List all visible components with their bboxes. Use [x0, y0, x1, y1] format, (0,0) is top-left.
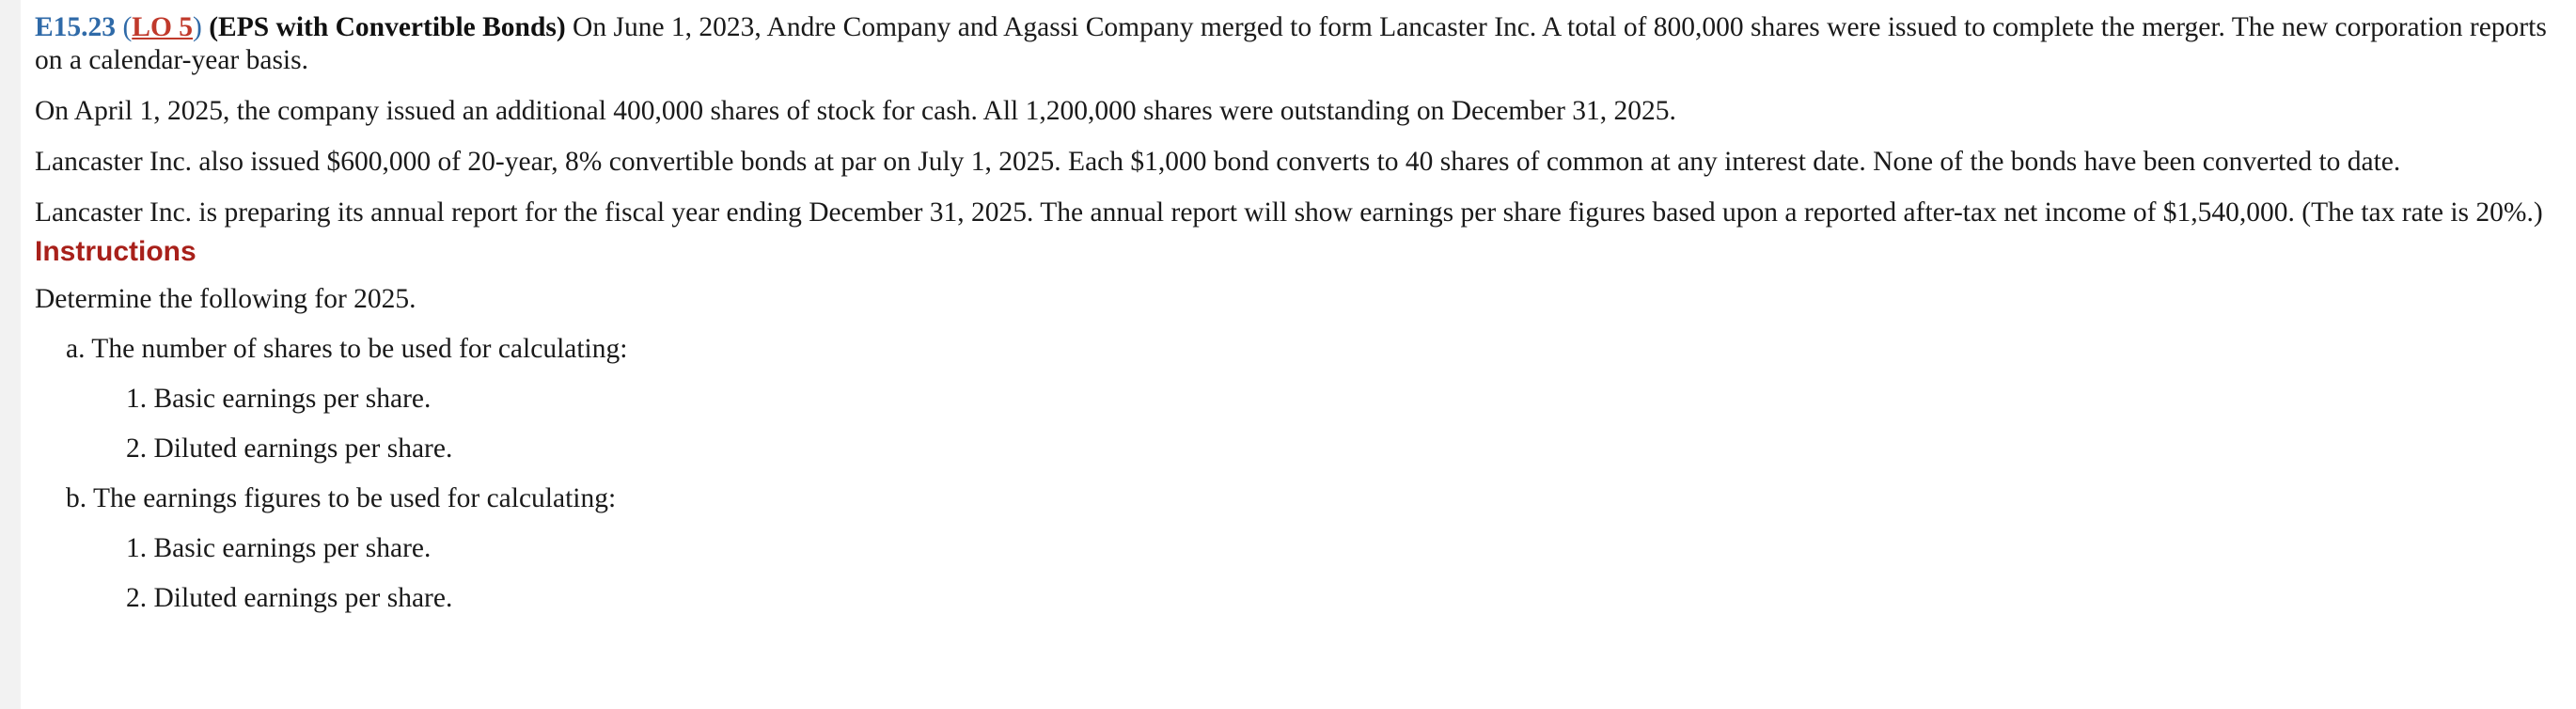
paragraph-convertible-bonds: Lancaster Inc. also issued $600,000 of 20-year, 8% convertible bonds at par on July 1, 2025. Each $1,000 bond converts to 40 shares of common at any interest date. None of the bonds have been converted to date.	[35, 147, 2401, 177]
exercise-number: E15.23	[35, 12, 117, 42]
lo-open-paren: (	[122, 12, 133, 42]
exercise-title: (EPS with Convertible Bonds)	[209, 12, 566, 42]
lo-close-paren: )	[193, 12, 202, 42]
part-a-label: a. The number of shares to be used for calculating:	[66, 334, 628, 364]
part-a-item-diluted: 2. Diluted earnings per share.	[126, 433, 453, 464]
part-b-item-basic: 1. Basic earnings per share.	[126, 533, 432, 563]
part-b-label: b. The earnings figures to be used for calculating:	[66, 483, 617, 513]
instructions-heading: Instructions	[35, 236, 196, 267]
part-a-item-basic: 1. Basic earnings per share.	[126, 384, 432, 414]
paragraph-shares-issued: On April 1, 2025, the company issued an additional 400,000 shares of stock for cash. All 1,200,000 shares were outstanding on December 31, 2025.	[35, 96, 1676, 126]
exercise-intro-paragraph	[35, 11, 2554, 77]
instructions-lead: Determine the following for 2025.	[35, 284, 416, 314]
paragraph-annual-report: Lancaster Inc. is preparing its annual report for the fiscal year ending December 31, 2025. The annual report will show earnings per share figures based upon a reported after-tax net income of $1,540,000. (The tax rate is 20%.)	[35, 197, 2543, 228]
exercise-content	[35, 11, 2554, 632]
part-b-item-diluted: 2. Diluted earnings per share.	[126, 583, 453, 613]
learning-objective-link[interactable]: LO 5	[132, 12, 194, 42]
exercise-intro-text: On June 1, 2023, Andre Company and Agassi Company merged to form Lancaster Inc. A total of 800,000 shares were issued to complete the merger. The new corporation reports on a calendar-year basis.	[35, 12, 2547, 75]
left-margin-bar	[0, 0, 21, 709]
